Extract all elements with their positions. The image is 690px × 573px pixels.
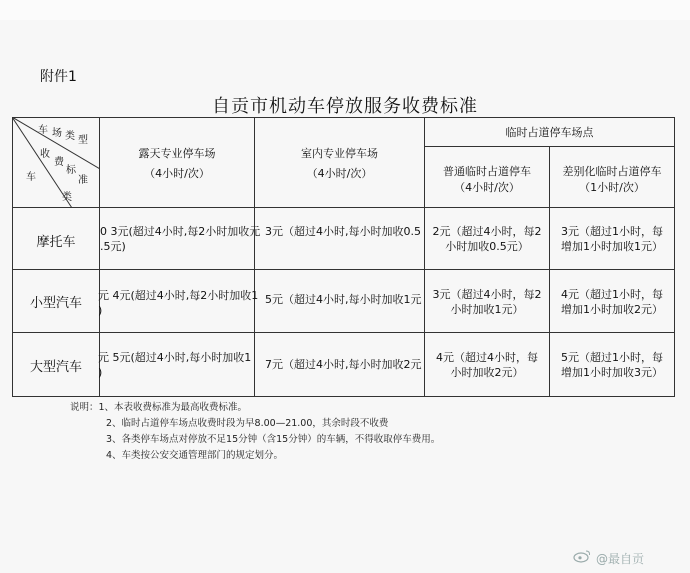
watermark-text: @最自贡 [596,552,645,566]
attachment-label: 附件1 [40,69,77,85]
row-large-car-diff-l2: 增加1小时加收3元） [561,366,663,379]
top-band [0,0,690,20]
corner-label-e: 收 [40,149,50,160]
col-diff-title: 差别化临时占道停车 [562,165,662,178]
col-open-air-title: 露天专业停车场 [138,147,216,160]
note-3: 3、各类停车场点对停放不足15分钟（含15分钟）的车辆，不得收取停车费用。 [106,434,441,445]
corner-label-j: 类 [62,192,72,203]
row-motorcycle-open-air-l2: .5元) [100,240,126,253]
col-roadside-group: 临时占道停车场点 [505,126,594,139]
row-motorcycle-normal-l2: 小时加收0.5元） [445,240,529,253]
col-diff-unit: （1小时/次） [579,181,645,194]
row-large-car-normal-l1: 4元（超过4小时，每 [436,351,538,364]
row-large-car-open-air-l1: 元 5元(超过4小时,每小时加收1 [98,351,252,364]
col-open-air-unit: （4小时/次） [144,167,210,180]
row-small-car-open-air-l2: ) [98,304,103,317]
row-motorcycle-normal-l1: 2元（超过4小时，每2 [432,225,542,238]
note-2: 2、临时占道停车场点收费时段为早8.00—21.00，其余时段不收费 [106,418,389,429]
notes [70,400,440,464]
row-large-car-normal-l2: 小时加收2元） [450,366,524,379]
row-small-car-diff-l1: 4元（超过1小时，每 [561,288,663,301]
col-indoor-title: 室内专业停车场 [301,147,378,160]
col-normal-unit: （4小时/次） [454,181,520,194]
row-small-car-normal-l1: 3元（超过4小时，每2 [432,288,542,301]
row-small-car-indoor: 5元（超过4小时,每小时加收1元 [265,293,422,306]
row-motorcycle-diff-l1: 3元（超过1小时，每 [561,225,663,238]
corner-label-i: 车 [26,172,36,183]
row-small-car-open-air-l1: 元 4元(超过4小时,每2小时加收1 [98,289,259,302]
corner-label-h: 准 [78,175,88,186]
row-motorcycle-label: 摩托车 [36,235,76,250]
row-small-car-label: 小型汽车 [29,296,82,311]
corner-label-f: 费 [54,157,64,168]
corner-label-a: 车 [38,125,48,136]
col-indoor-unit: （4小时/次） [306,167,373,180]
row-motorcycle-open-air-l1: 0 3元(超过4小时,每2小时加收元 [100,225,261,238]
row-large-car-open-air-l2: ) [98,366,103,379]
row-motorcycle-diff-l2: 增加1小时加收1元） [561,240,663,253]
row-large-car-label: 大型汽车 [29,360,82,375]
row-small-car-normal-l2: 小时加收1元） [450,303,524,316]
row-large-car-indoor: 7元（超过4小时,每小时加收2元 [265,358,422,371]
note-4: 4、车类按公安交通管理部门的规定划分。 [106,450,284,461]
page-title: 自贡市机动车停放服务收费标准 [212,96,478,117]
weibo-icon [573,549,591,563]
corner-label-d: 型 [78,135,88,146]
row-motorcycle-indoor: 3元（超过4小时,每小时加收0.5 [265,225,421,238]
corner-label-b: 场 [52,128,62,139]
corner-label-c: 类 [65,131,75,142]
note-1: 说明：1、本表收费标准为最高收费标准。 [70,402,248,413]
row-large-car-diff-l1: 5元（超过1小时，每 [561,351,663,364]
row-small-car-diff-l2: 增加1小时加收2元） [561,303,663,316]
corner-label-g: 标 [66,165,76,176]
col-normal-title: 普通临时占道停车 [443,165,531,178]
